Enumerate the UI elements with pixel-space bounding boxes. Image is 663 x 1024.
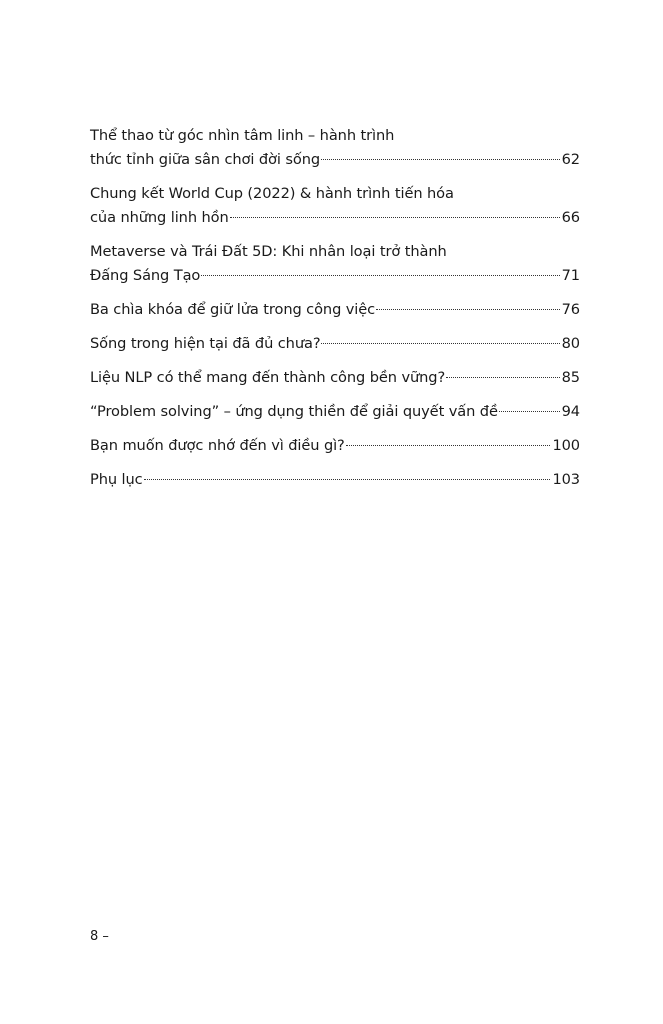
dot-leader <box>230 217 560 218</box>
toc-entry-title: của những linh hồn <box>90 209 229 226</box>
page-folio: 8 – <box>90 929 109 944</box>
dot-leader <box>499 411 560 412</box>
toc-entry[interactable] <box>90 400 580 424</box>
toc-entry-title: “Problem solving” – ứng dụng thiền để giải quyết vấn đề <box>90 403 498 420</box>
dot-leader <box>321 159 560 160</box>
toc-entry[interactable] <box>90 468 580 492</box>
toc-page-number: 71 <box>561 267 580 284</box>
toc-entry[interactable] <box>90 182 580 230</box>
toc-entry[interactable] <box>90 434 580 458</box>
toc-page-number: 76 <box>561 301 580 318</box>
toc-entry-title: Metaverse và Trái Đất 5D: Khi nhân loại trở thành <box>90 243 447 260</box>
toc-entry[interactable] <box>90 298 580 322</box>
toc-entry-title: Thể thao từ góc nhìn tâm linh – hành trình <box>90 127 395 144</box>
table-of-contents <box>90 124 580 502</box>
toc-entry-title: Bạn muốn được nhớ đến vì điều gì? <box>90 437 345 454</box>
toc-entry-title: Liệu NLP có thể mang đến thành công bền vững? <box>90 369 446 386</box>
toc-entry-title: Chung kết World Cup (2022) & hành trình tiến hóa <box>90 185 454 202</box>
dot-leader <box>446 377 560 378</box>
toc-entry[interactable] <box>90 124 580 172</box>
toc-page-number: 85 <box>561 369 580 386</box>
toc-entry[interactable] <box>90 332 580 356</box>
dot-leader <box>201 275 559 276</box>
dot-leader <box>144 479 551 480</box>
dot-leader <box>376 309 560 310</box>
toc-page-number: 80 <box>561 335 580 352</box>
toc-entry-title: Đấng Sáng Tạo <box>90 267 201 284</box>
toc-entry[interactable] <box>90 366 580 390</box>
toc-page-number: 62 <box>561 151 580 168</box>
toc-entry-title: thức tỉnh giữa sân chơi đời sống <box>90 151 321 168</box>
toc-page-number: 94 <box>561 403 580 420</box>
toc-page-number: 66 <box>561 209 580 226</box>
toc-entry-title: Ba chìa khóa để giữ lửa trong công việc <box>90 301 376 318</box>
toc-page-number: 100 <box>552 437 580 454</box>
toc-entry[interactable] <box>90 240 580 288</box>
toc-entry-title: Sống trong hiện tại đã đủ chưa? <box>90 335 321 352</box>
toc-entry-title: Phụ lục <box>90 471 143 488</box>
dot-leader <box>346 445 551 446</box>
dot-leader <box>321 343 559 344</box>
toc-page-number: 103 <box>552 471 580 488</box>
